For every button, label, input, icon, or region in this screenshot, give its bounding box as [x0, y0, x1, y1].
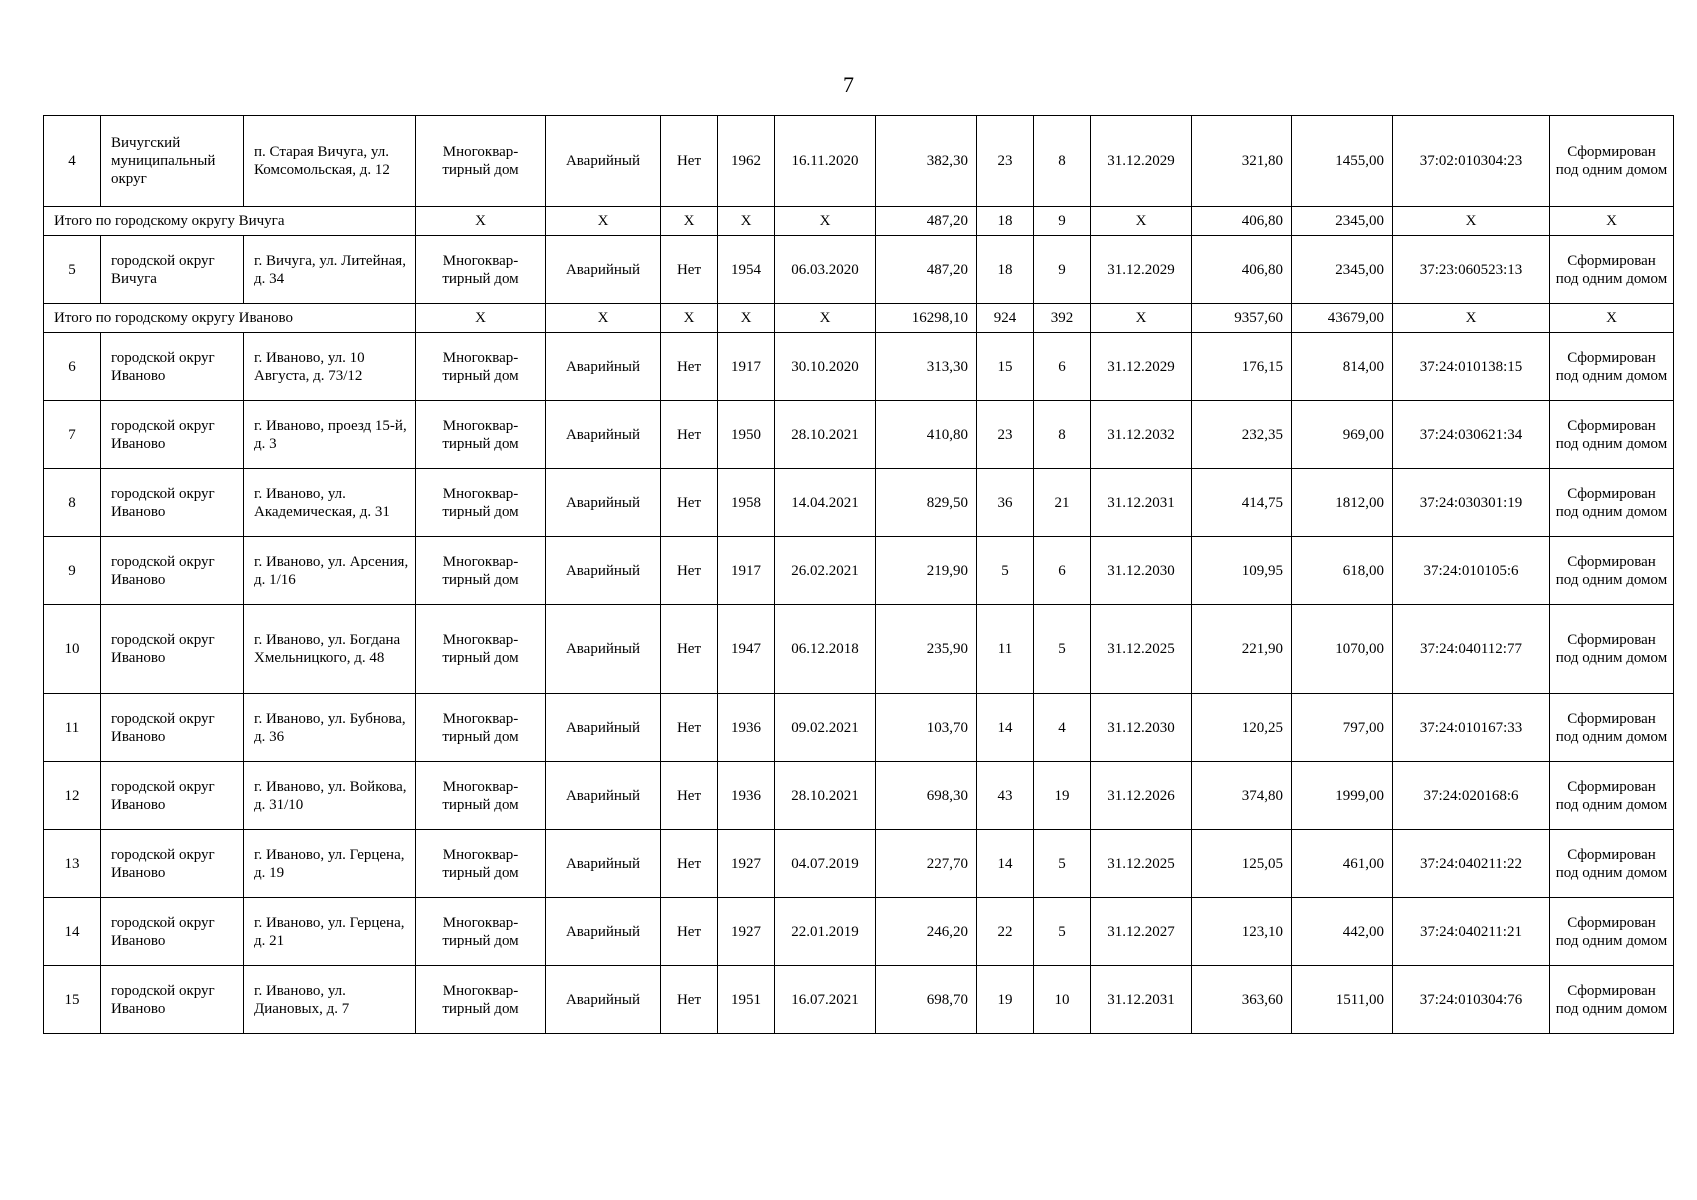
land-cell: Сформирован под одним домом — [1550, 401, 1674, 469]
apartments-cell: 8 — [1034, 401, 1091, 469]
house-type-cell: Многоквар-тирный дом — [416, 605, 546, 694]
year-cell: 1917 — [718, 333, 775, 401]
year-cell: X — [718, 304, 775, 333]
flag-cell: Нет — [661, 116, 718, 207]
page-number: 7 — [843, 72, 854, 97]
year-cell: 1936 — [718, 694, 775, 762]
deadline-cell: 31.12.2030 — [1091, 537, 1192, 605]
flag-cell: Нет — [661, 236, 718, 304]
table-row — [44, 898, 1674, 966]
land-cell: Сформирован под одним домом — [1550, 469, 1674, 537]
land-cell: Сформирован под одним домом — [1550, 537, 1674, 605]
flag-cell: Нет — [661, 401, 718, 469]
area2-cell: 321,80 — [1192, 116, 1292, 207]
address-cell: п. Старая Вичуга, ул. Комсомольская, д. 12 — [244, 116, 416, 207]
deadline-cell: 31.12.2031 — [1091, 966, 1192, 1034]
cost-cell: 618,00 — [1292, 537, 1393, 605]
date-cell: 09.02.2021 — [775, 694, 876, 762]
municipality-cell: городской округ Иваново — [101, 694, 244, 762]
house-type-cell: Многоквар-тирный дом — [416, 469, 546, 537]
cost-cell: 461,00 — [1292, 830, 1393, 898]
residents-cell: 11 — [977, 605, 1034, 694]
apartments-cell: 9 — [1034, 207, 1091, 236]
cost-cell: 2345,00 — [1292, 236, 1393, 304]
area-cell: 698,70 — [876, 966, 977, 1034]
house-type-cell: Многоквар-тирный дом — [416, 537, 546, 605]
address-cell: г. Иваново, ул. Арсения, д. 1/16 — [244, 537, 416, 605]
address-cell: г. Вичуга, ул. Литейная, д. 34 — [244, 236, 416, 304]
address-cell: г. Иваново, ул. Диановых, д. 7 — [244, 966, 416, 1034]
area-cell: 698,30 — [876, 762, 977, 830]
apartments-cell: 5 — [1034, 605, 1091, 694]
address-cell: г. Иваново, ул. Бубнова, д. 36 — [244, 694, 416, 762]
cost-cell: 1812,00 — [1292, 469, 1393, 537]
cost-cell: 797,00 — [1292, 694, 1393, 762]
deadline-cell: 31.12.2031 — [1091, 469, 1192, 537]
area2-cell: 374,80 — [1192, 762, 1292, 830]
deadline-cell: X — [1091, 304, 1192, 333]
area-cell: 219,90 — [876, 537, 977, 605]
flag-cell: Нет — [661, 333, 718, 401]
house-type-cell: X — [416, 207, 546, 236]
table-row — [44, 966, 1674, 1034]
apartments-cell: 6 — [1034, 333, 1091, 401]
municipality-cell: городской округ Иваново — [101, 898, 244, 966]
residents-cell: 22 — [977, 898, 1034, 966]
area2-cell: 221,90 — [1192, 605, 1292, 694]
row-number: 8 — [44, 469, 101, 537]
year-cell: 1947 — [718, 605, 775, 694]
status-cell: Аварийный — [546, 762, 661, 830]
house-type-cell: Многоквар-тирный дом — [416, 236, 546, 304]
cadastral-cell: 37:24:010105:6 — [1393, 537, 1550, 605]
residents-cell: 36 — [977, 469, 1034, 537]
area2-cell: 125,05 — [1192, 830, 1292, 898]
apartments-cell: 392 — [1034, 304, 1091, 333]
cost-cell: 2345,00 — [1292, 207, 1393, 236]
status-cell: X — [546, 207, 661, 236]
municipality-cell: городской округ Иваново — [101, 537, 244, 605]
flag-cell: X — [661, 304, 718, 333]
flag-cell: Нет — [661, 830, 718, 898]
land-cell: Сформирован под одним домом — [1550, 116, 1674, 207]
year-cell: 1962 — [718, 116, 775, 207]
house-type-cell: Многоквар-тирный дом — [416, 401, 546, 469]
cost-cell: 1455,00 — [1292, 116, 1393, 207]
deadline-cell: 31.12.2032 — [1091, 401, 1192, 469]
area-cell: 487,20 — [876, 207, 977, 236]
address-cell: г. Иваново, ул. Герцена, д. 21 — [244, 898, 416, 966]
area-cell: 227,70 — [876, 830, 977, 898]
area2-cell: 123,10 — [1192, 898, 1292, 966]
land-cell: Сформирован под одним домом — [1550, 762, 1674, 830]
deadline-cell: 31.12.2025 — [1091, 605, 1192, 694]
row-number: 10 — [44, 605, 101, 694]
land-cell: Сформирован под одним домом — [1550, 966, 1674, 1034]
cost-cell: 442,00 — [1292, 898, 1393, 966]
deadline-cell: X — [1091, 207, 1192, 236]
table-row — [44, 537, 1674, 605]
status-cell: Аварийный — [546, 966, 661, 1034]
municipality-cell: городской округ Вичуга — [101, 236, 244, 304]
date-cell: 06.12.2018 — [775, 605, 876, 694]
row-number: 14 — [44, 898, 101, 966]
land-cell: Сформирован под одним домом — [1550, 694, 1674, 762]
cost-cell: 1999,00 — [1292, 762, 1393, 830]
municipality-cell: городской округ Иваново — [101, 830, 244, 898]
area2-cell: 232,35 — [1192, 401, 1292, 469]
table-row — [44, 605, 1674, 694]
cadastral-cell: 37:24:040112:77 — [1393, 605, 1550, 694]
year-cell: 1927 — [718, 898, 775, 966]
row-number: 5 — [44, 236, 101, 304]
area-cell: 410,80 — [876, 401, 977, 469]
house-type-cell: X — [416, 304, 546, 333]
cadastral-cell: 37:24:040211:21 — [1393, 898, 1550, 966]
status-cell: Аварийный — [546, 236, 661, 304]
area2-cell: 120,25 — [1192, 694, 1292, 762]
date-cell: 28.10.2021 — [775, 762, 876, 830]
municipality-cell: городской округ Иваново — [101, 762, 244, 830]
deadline-cell: 31.12.2029 — [1091, 333, 1192, 401]
deadline-cell: 31.12.2026 — [1091, 762, 1192, 830]
row-number: 7 — [44, 401, 101, 469]
table-row — [44, 236, 1674, 304]
land-cell: X — [1550, 207, 1674, 236]
deadline-cell: 31.12.2025 — [1091, 830, 1192, 898]
cost-cell: 43679,00 — [1292, 304, 1393, 333]
house-type-cell: Многоквар-тирный дом — [416, 966, 546, 1034]
apartments-cell: 6 — [1034, 537, 1091, 605]
status-cell: Аварийный — [546, 830, 661, 898]
area2-cell: 414,75 — [1192, 469, 1292, 537]
residents-cell: 18 — [977, 236, 1034, 304]
year-cell: 1951 — [718, 966, 775, 1034]
apartments-cell: 4 — [1034, 694, 1091, 762]
year-cell: X — [718, 207, 775, 236]
residents-cell: 19 — [977, 966, 1034, 1034]
area-cell: 103,70 — [876, 694, 977, 762]
date-cell: 30.10.2020 — [775, 333, 876, 401]
flag-cell: Нет — [661, 469, 718, 537]
deadline-cell: 31.12.2027 — [1091, 898, 1192, 966]
housing-registry-table — [43, 115, 1674, 1034]
date-cell: 16.07.2021 — [775, 966, 876, 1034]
year-cell: 1954 — [718, 236, 775, 304]
cost-cell: 814,00 — [1292, 333, 1393, 401]
apartments-cell: 21 — [1034, 469, 1091, 537]
status-cell: Аварийный — [546, 694, 661, 762]
table-row — [44, 762, 1674, 830]
apartments-cell: 9 — [1034, 236, 1091, 304]
address-cell: г. Иваново, проезд 15-й, д. 3 — [244, 401, 416, 469]
row-number: 6 — [44, 333, 101, 401]
land-cell: Сформирован под одним домом — [1550, 605, 1674, 694]
flag-cell: Нет — [661, 898, 718, 966]
municipality-cell: городской округ Иваново — [101, 333, 244, 401]
residents-cell: 43 — [977, 762, 1034, 830]
area2-cell: 176,15 — [1192, 333, 1292, 401]
municipality-cell: Вичугский муниципальный округ — [101, 116, 244, 207]
land-cell: Сформирован под одним домом — [1550, 830, 1674, 898]
municipality-cell: городской округ Иваново — [101, 605, 244, 694]
house-type-cell: Многоквар-тирный дом — [416, 830, 546, 898]
table-row — [44, 469, 1674, 537]
deadline-cell: 31.12.2029 — [1091, 116, 1192, 207]
apartments-cell: 19 — [1034, 762, 1091, 830]
flag-cell: Нет — [661, 966, 718, 1034]
residents-cell: 14 — [977, 830, 1034, 898]
table-row — [44, 401, 1674, 469]
status-cell: Аварийный — [546, 537, 661, 605]
row-number: 12 — [44, 762, 101, 830]
area2-cell: 363,60 — [1192, 966, 1292, 1034]
apartments-cell: 5 — [1034, 830, 1091, 898]
cadastral-cell: 37:24:020168:6 — [1393, 762, 1550, 830]
house-type-cell: Многоквар-тирный дом — [416, 694, 546, 762]
status-cell: Аварийный — [546, 333, 661, 401]
address-cell: г. Иваново, ул. Герцена, д. 19 — [244, 830, 416, 898]
status-cell: Аварийный — [546, 898, 661, 966]
cadastral-cell: 37:23:060523:13 — [1393, 236, 1550, 304]
total-row — [44, 304, 1674, 333]
date-cell: 16.11.2020 — [775, 116, 876, 207]
residents-cell: 5 — [977, 537, 1034, 605]
house-type-cell: Многоквар-тирный дом — [416, 898, 546, 966]
area-cell: 313,30 — [876, 333, 977, 401]
cost-cell: 969,00 — [1292, 401, 1393, 469]
cadastral-cell: 37:24:010167:33 — [1393, 694, 1550, 762]
flag-cell: Нет — [661, 694, 718, 762]
status-cell: Аварийный — [546, 401, 661, 469]
year-cell: 1927 — [718, 830, 775, 898]
area2-cell: 109,95 — [1192, 537, 1292, 605]
area-cell: 382,30 — [876, 116, 977, 207]
cadastral-cell: 37:24:010138:15 — [1393, 333, 1550, 401]
date-cell: 28.10.2021 — [775, 401, 876, 469]
row-number: 4 — [44, 116, 101, 207]
total-label: Итого по городскому округу Вичуга — [44, 207, 416, 236]
flag-cell: Нет — [661, 605, 718, 694]
cadastral-cell: X — [1393, 304, 1550, 333]
address-cell: г. Иваново, ул. 10 Августа, д. 73/12 — [244, 333, 416, 401]
address-cell: г. Иваново, ул. Войкова, д. 31/10 — [244, 762, 416, 830]
date-cell: 22.01.2019 — [775, 898, 876, 966]
area2-cell: 406,80 — [1192, 236, 1292, 304]
house-type-cell: Многоквар-тирный дом — [416, 762, 546, 830]
residents-cell: 924 — [977, 304, 1034, 333]
area2-cell: 9357,60 — [1192, 304, 1292, 333]
table-row — [44, 694, 1674, 762]
status-cell: Аварийный — [546, 469, 661, 537]
total-row — [44, 207, 1674, 236]
status-cell: Аварийный — [546, 116, 661, 207]
date-cell: 14.04.2021 — [775, 469, 876, 537]
municipality-cell: городской округ Иваново — [101, 469, 244, 537]
deadline-cell: 31.12.2030 — [1091, 694, 1192, 762]
cadastral-cell: X — [1393, 207, 1550, 236]
row-number: 9 — [44, 537, 101, 605]
cadastral-cell: 37:24:040211:22 — [1393, 830, 1550, 898]
land-cell: Сформирован под одним домом — [1550, 333, 1674, 401]
year-cell: 1936 — [718, 762, 775, 830]
table-row — [44, 333, 1674, 401]
cadastral-cell: 37:02:010304:23 — [1393, 116, 1550, 207]
house-type-cell: Многоквар-тирный дом — [416, 333, 546, 401]
cost-cell: 1070,00 — [1292, 605, 1393, 694]
flag-cell: X — [661, 207, 718, 236]
apartments-cell: 10 — [1034, 966, 1091, 1034]
apartments-cell: 5 — [1034, 898, 1091, 966]
date-cell: X — [775, 207, 876, 236]
address-cell: г. Иваново, ул. Богдана Хмельницкого, д. 48 — [244, 605, 416, 694]
residents-cell: 18 — [977, 207, 1034, 236]
house-type-cell: Многоквар-тирный дом — [416, 116, 546, 207]
status-cell: X — [546, 304, 661, 333]
cadastral-cell: 37:24:030621:34 — [1393, 401, 1550, 469]
date-cell: X — [775, 304, 876, 333]
status-cell: Аварийный — [546, 605, 661, 694]
land-cell: Сформирован под одним домом — [1550, 898, 1674, 966]
cost-cell: 1511,00 — [1292, 966, 1393, 1034]
year-cell: 1958 — [718, 469, 775, 537]
cadastral-cell: 37:24:010304:76 — [1393, 966, 1550, 1034]
date-cell: 26.02.2021 — [775, 537, 876, 605]
area2-cell: 406,80 — [1192, 207, 1292, 236]
area-cell: 246,20 — [876, 898, 977, 966]
date-cell: 04.07.2019 — [775, 830, 876, 898]
residents-cell: 23 — [977, 401, 1034, 469]
municipality-cell: городской округ Иваново — [101, 966, 244, 1034]
apartments-cell: 8 — [1034, 116, 1091, 207]
land-cell: X — [1550, 304, 1674, 333]
table-row — [44, 830, 1674, 898]
flag-cell: Нет — [661, 537, 718, 605]
cadastral-cell: 37:24:030301:19 — [1393, 469, 1550, 537]
area-cell: 235,90 — [876, 605, 977, 694]
area-cell: 16298,10 — [876, 304, 977, 333]
deadline-cell: 31.12.2029 — [1091, 236, 1192, 304]
table-row — [44, 116, 1674, 207]
date-cell: 06.03.2020 — [775, 236, 876, 304]
land-cell: Сформирован под одним домом — [1550, 236, 1674, 304]
area-cell: 829,50 — [876, 469, 977, 537]
address-cell: г. Иваново, ул. Академическая, д. 31 — [244, 469, 416, 537]
residents-cell: 14 — [977, 694, 1034, 762]
flag-cell: Нет — [661, 762, 718, 830]
total-label: Итого по городскому округу Иваново — [44, 304, 416, 333]
row-number: 13 — [44, 830, 101, 898]
year-cell: 1950 — [718, 401, 775, 469]
area-cell: 487,20 — [876, 236, 977, 304]
row-number: 15 — [44, 966, 101, 1034]
row-number: 11 — [44, 694, 101, 762]
residents-cell: 15 — [977, 333, 1034, 401]
residents-cell: 23 — [977, 116, 1034, 207]
year-cell: 1917 — [718, 537, 775, 605]
municipality-cell: городской округ Иваново — [101, 401, 244, 469]
